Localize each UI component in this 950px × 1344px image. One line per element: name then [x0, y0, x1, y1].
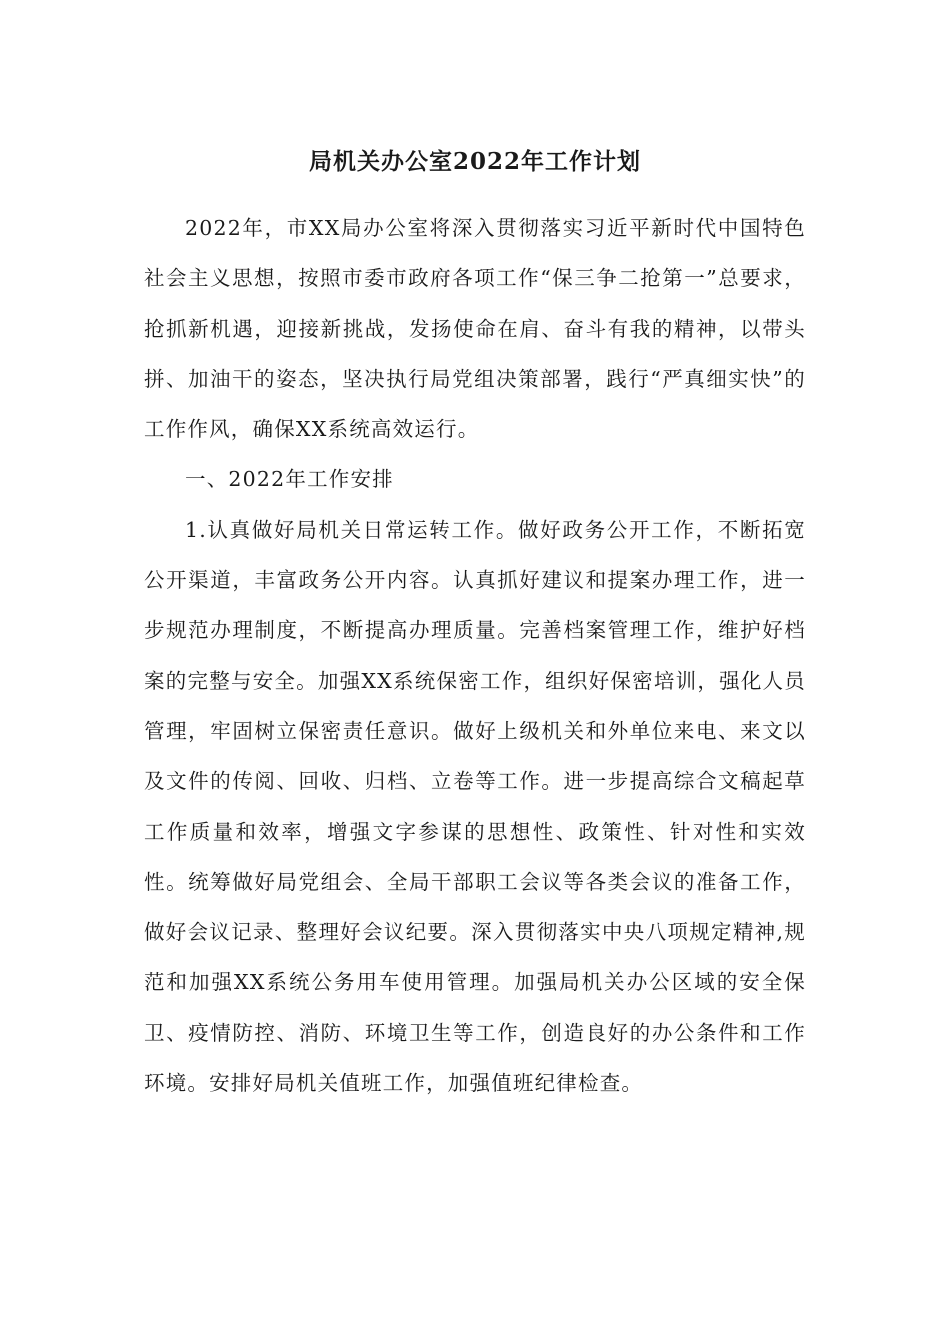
document-title: 局机关办公室2022年工作计划: [308, 148, 641, 175]
section-heading: 一、2022年工作安排: [185, 467, 394, 492]
intro-paragraph: 2022年，市XX局办公室将深入贯彻落实习近平新时代中国特色社会主义思想，按照市委市政府各项工作“保三争二抢第一”总要求，抢抓新机遇，迎接新挑战，发扬使命在肩、奋斗有我的精神，以带头拼、加油干的姿态，坚决执行局党组决策部署，践行“严真细实快”的工作作风，确保XX系统高效运行。: [144, 216, 806, 442]
item-paragraph: 1.认真做好局机关日常运转工作。做好政务公开工作，不断拓宽公开渠道，丰富政务公开内容。认真抓好建议和提案办理工作，进一步规范办理制度，不断提高办理质量。完善档案管理工作，维护好档案的完整与安全。加强XX系统保密工作，组织好保密培训，强化人员管理，牢固树立保密责任意识。做好上级机关和外单位来电、来文以及文件的传阅、回收、归档、立卷等工作。进一步提高综合文稿起草工作质量和效率，增强文字参谋的思想性、政策性、针对性和实效性。统筹做好局党组会、全局干部职工会议等各类会议的准备工作，做好会议记录、整理好会议纪要。深入贯彻落实中央八项规定精神,规范和加强XX系统公务用车使用管理。加强局机关办公区域的安全保卫、疫情防控、消防、环境卫生等工作，创造良好的办公条件和工作环境。安排好局机关值班工作，加强值班纪律检查。: [144, 517, 806, 1096]
document-body: [144, 203, 806, 1108]
